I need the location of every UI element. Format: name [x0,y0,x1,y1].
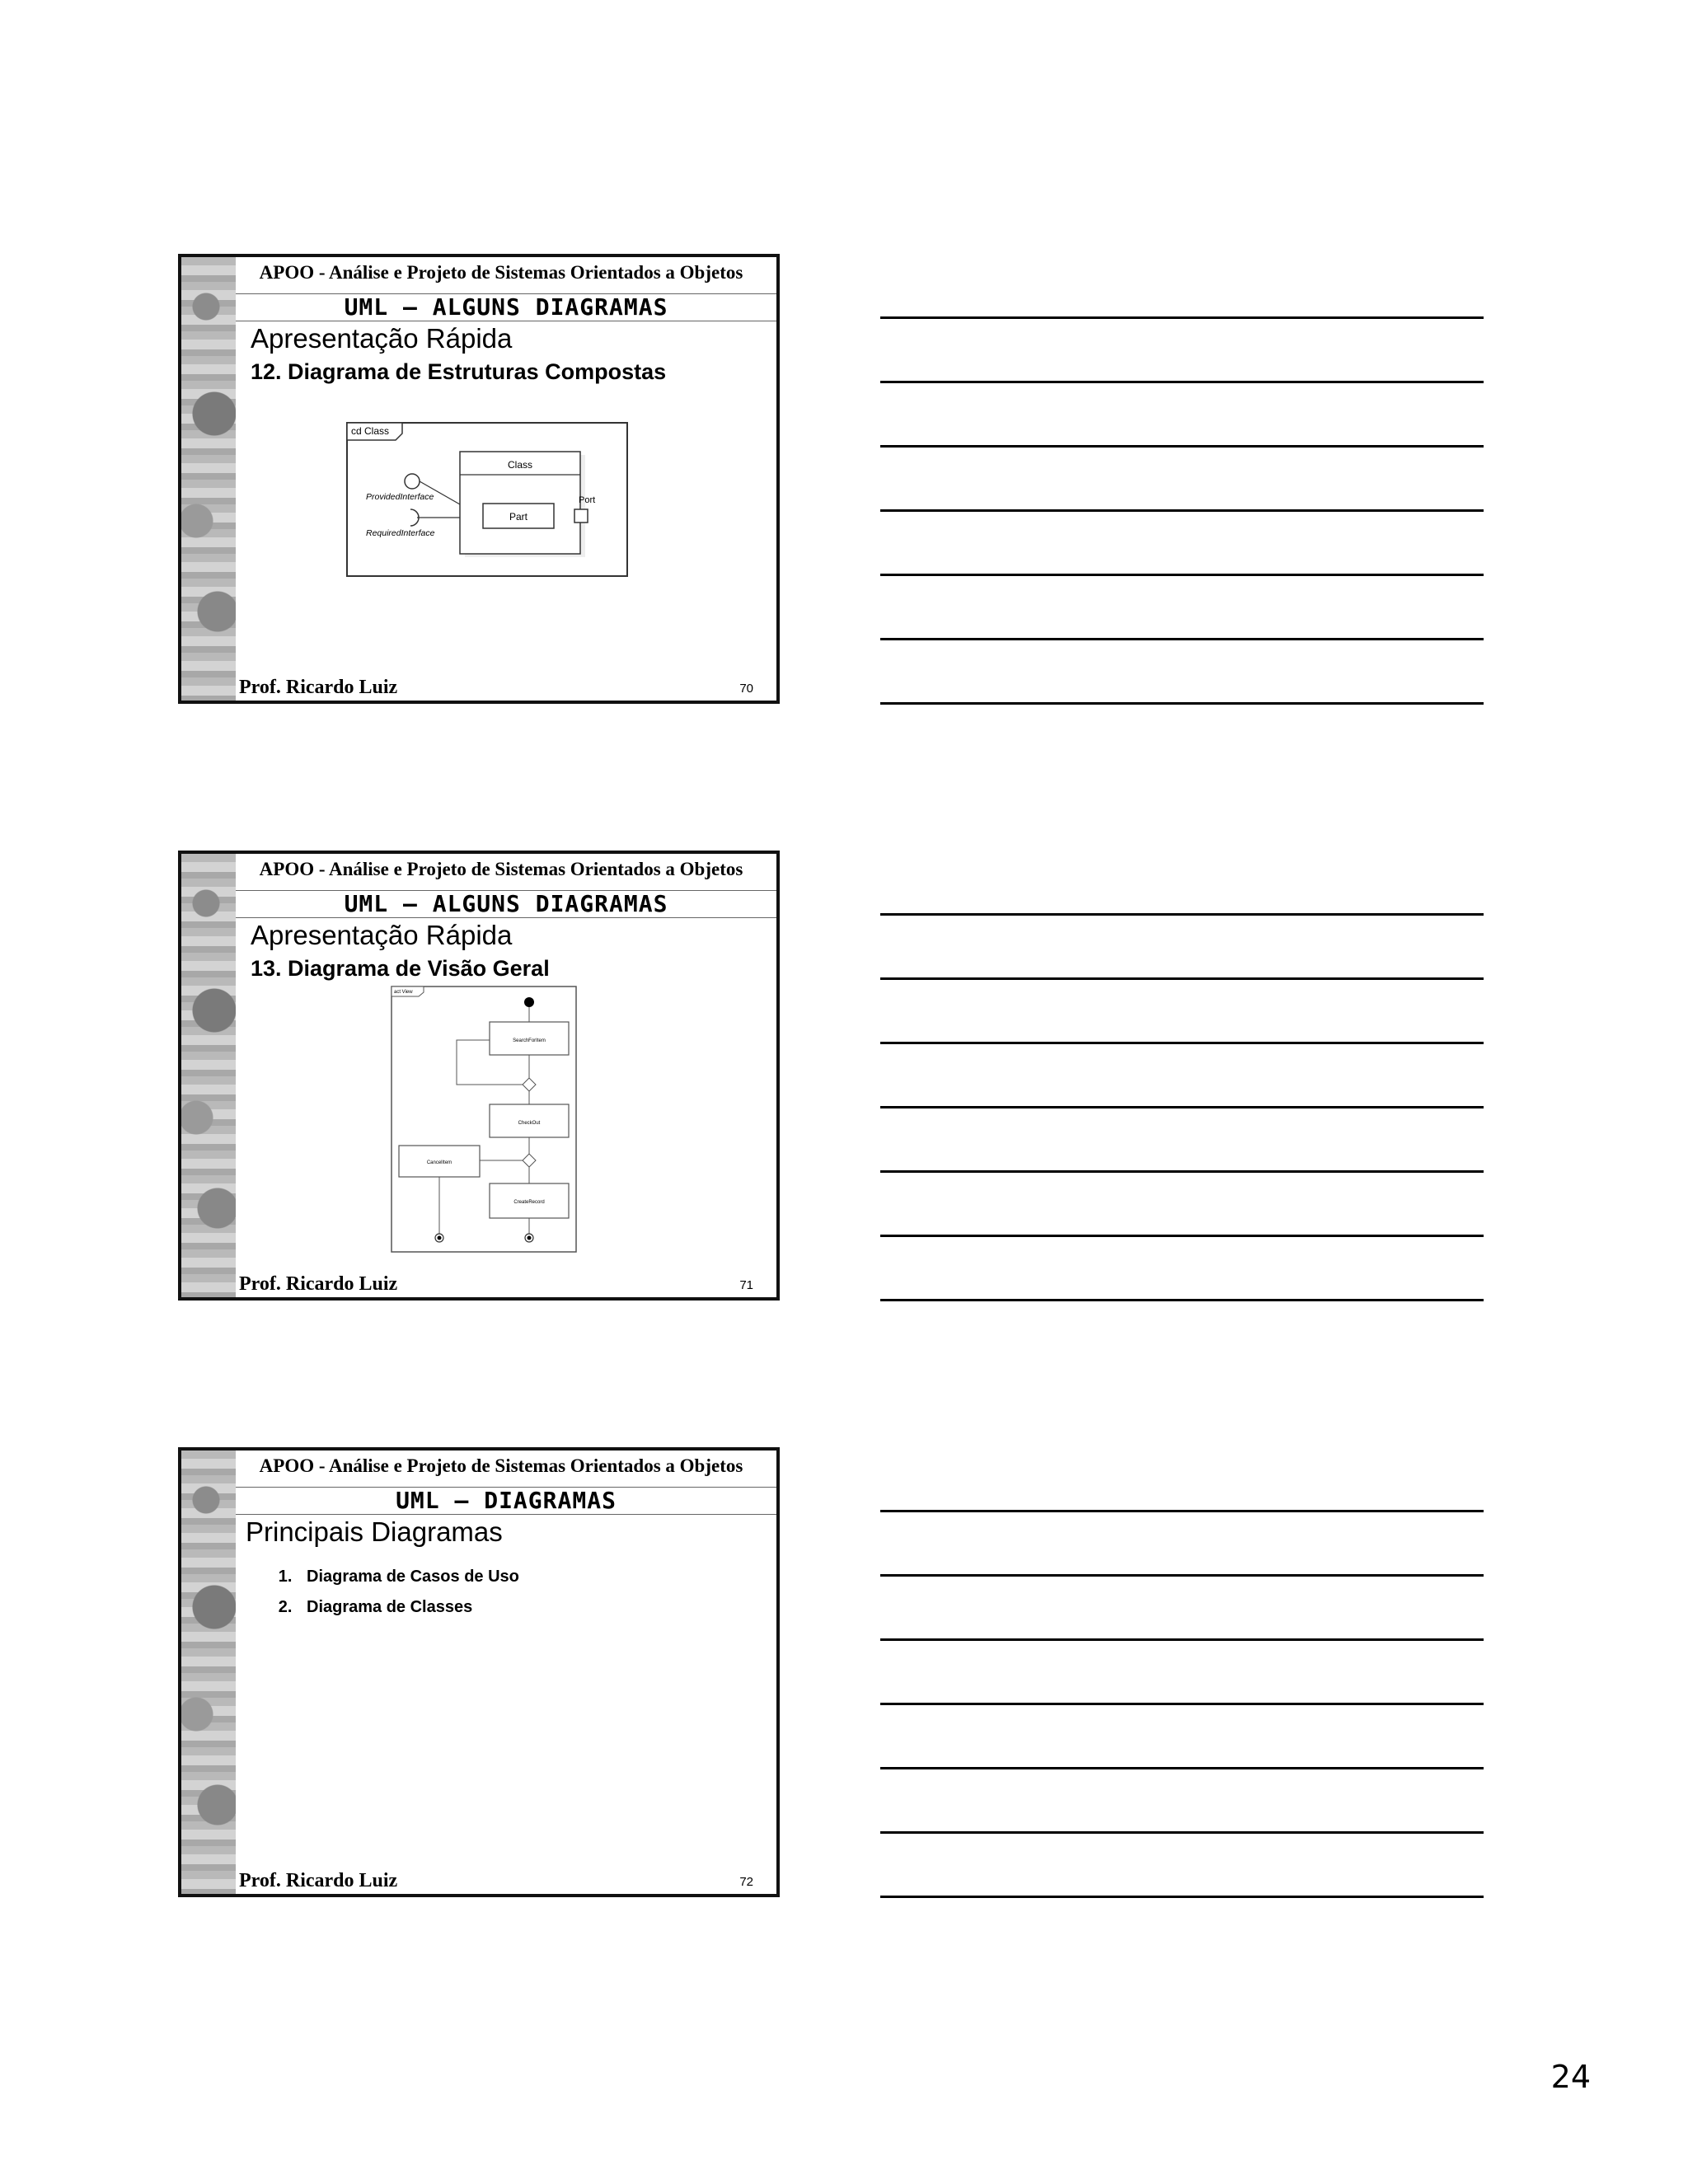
note-line [880,1510,1484,1512]
slide-number: 72 [739,1875,753,1889]
note-line [880,574,1484,576]
note-line [880,1106,1484,1108]
course-title: APOO - Análise e Projeto de Sistemas Orientados a Objetos [259,1455,743,1476]
provided-interface-lollipop [405,474,420,489]
required-interface-label: RequiredInterface [366,528,435,538]
list-item: 1. Diagrama de Casos de Uso [297,1568,519,1586]
slide-subtitle: Principais Diagramas [246,1516,503,1547]
slide-number: 70 [739,682,753,696]
note-line [880,1170,1484,1173]
slide-title: UML – ALGUNS DIAGRAMAS [236,890,776,918]
initial-node [524,997,534,1007]
slide-subtitle: Apresentação Rápida [251,920,513,950]
slide-71 [178,851,780,1301]
node-cancel-label: CancelItem [426,1160,452,1165]
port-label: Port [579,495,596,505]
node-checkout-label: CheckOut [518,1121,541,1126]
note-line [880,1042,1484,1044]
slide-72 [178,1447,780,1897]
interaction-overview-diagram [391,986,579,1254]
note-line [880,1638,1484,1641]
note-line [880,913,1484,916]
node-create-label: CreateRecord [513,1200,545,1205]
part-label: Part [509,511,528,523]
note-line [880,1831,1484,1834]
note-line [880,1767,1484,1769]
slide-title: UML – ALGUNS DIAGRAMAS [236,293,776,321]
note-line [880,702,1484,705]
note-line [880,509,1484,512]
course-title: APOO - Análise e Projeto de Sistemas Orientados a Objetos [259,859,743,879]
frame-label: cd Class [351,425,390,437]
note-line [880,445,1484,448]
port-square [574,509,588,523]
author: Prof. Ricardo Luiz [239,677,398,698]
diagram-list [272,1568,519,1629]
note-line [880,316,1484,319]
note-line [880,381,1484,383]
composite-structure-diagram [346,422,630,579]
course-title: APOO - Análise e Projeto de Sistemas Orientados a Objetos [259,262,743,283]
author: Prof. Ricardo Luiz [239,1273,398,1295]
note-line [880,1299,1484,1301]
gear-decoration [181,257,236,701]
gear-decoration [181,1451,236,1894]
provided-interface-label: ProvidedInterface [366,492,434,502]
frame-label: act View [394,990,413,995]
gear-decoration [181,854,236,1297]
slide-heading: 13. Diagrama de Visão Geral [251,956,550,981]
note-line [880,1896,1484,1898]
class-label: Class [507,459,533,471]
slide-70 [178,254,780,704]
note-line [880,638,1484,640]
note-line [880,1235,1484,1237]
slide-number: 71 [739,1278,753,1292]
slide-subtitle: Apresentação Rápida [251,323,513,354]
author: Prof. Ricardo Luiz [239,1870,398,1891]
slide-title: UML – DIAGRAMAS [236,1487,776,1515]
note-line [880,1574,1484,1577]
note-line [880,977,1484,980]
list-item: 2. Diagrama de Classes [297,1598,519,1617]
page-number: 24 [1550,2059,1591,2095]
node-search-label: SearchForItem [513,1038,546,1043]
slide-heading: 12. Diagrama de Estruturas Compostas [251,359,667,384]
note-line [880,1703,1484,1705]
